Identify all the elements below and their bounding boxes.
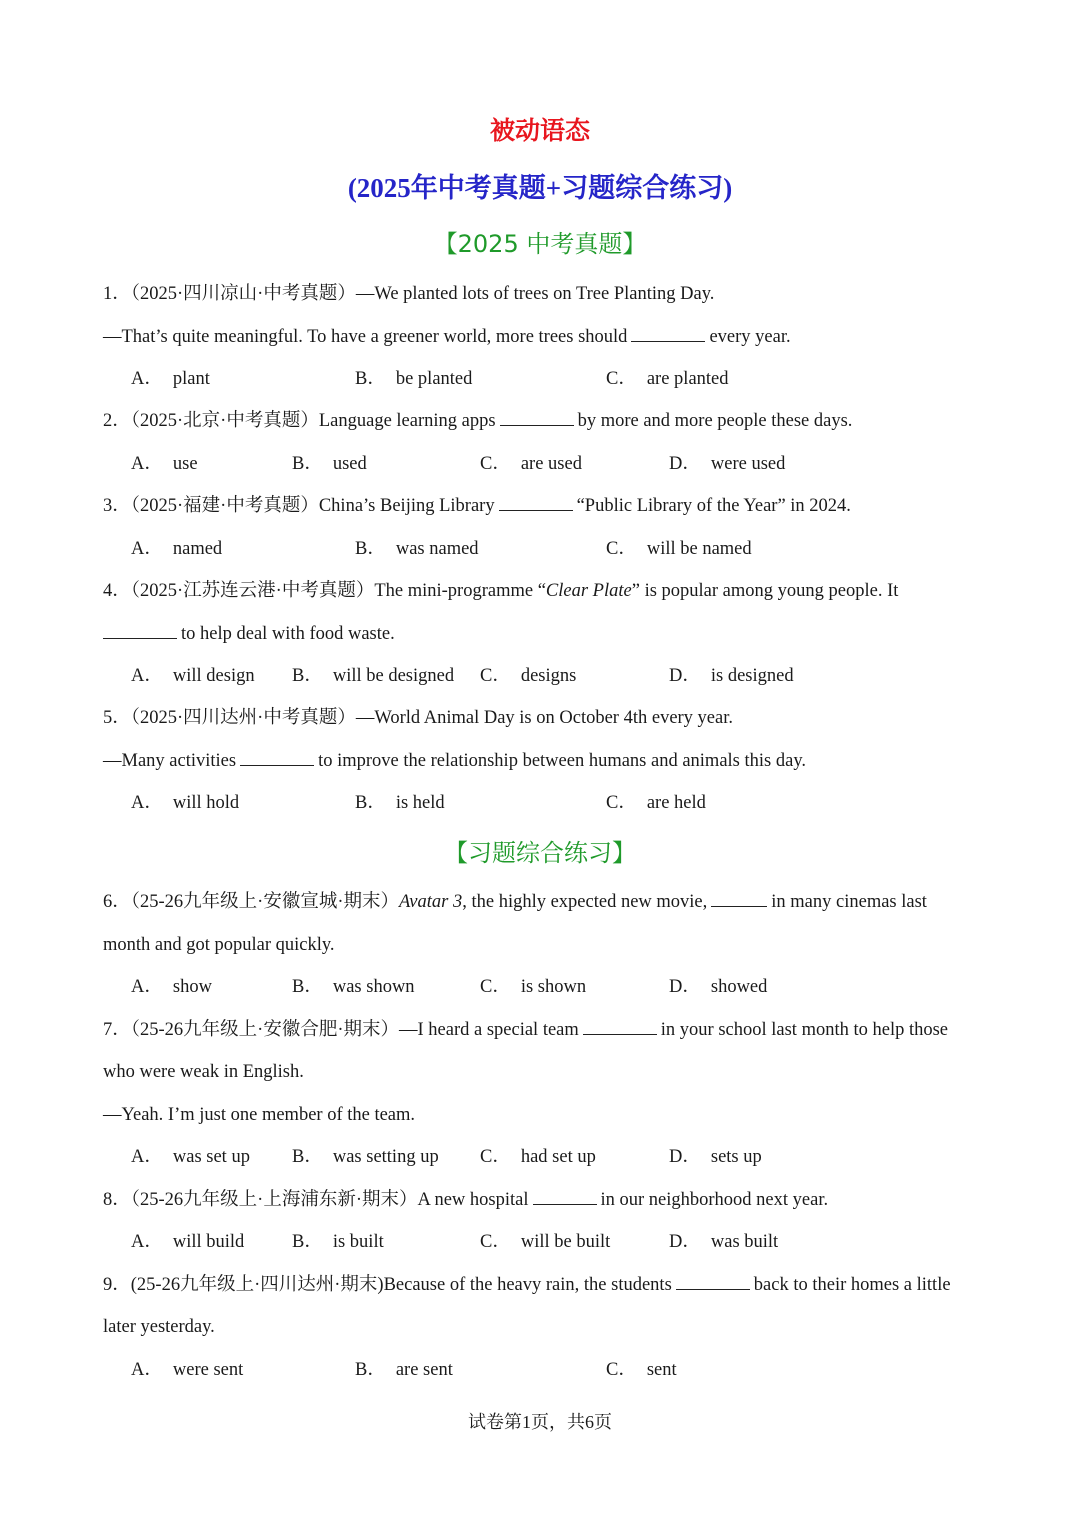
- option-text: are used: [520, 454, 582, 474]
- option-letter: C．: [480, 1147, 511, 1167]
- question-5-stem: [103, 703, 983, 733]
- option-letter: C．: [480, 666, 511, 686]
- question-8-stem: [103, 1185, 983, 1215]
- question-number: 2．: [103, 411, 131, 431]
- question-7-line-3: —Yeah. I’m just one member of the team.: [103, 1105, 416, 1125]
- option-letter: C．: [606, 1360, 637, 1380]
- option-b[interactable]: [292, 1227, 384, 1257]
- question-source: （2025·北京·中考真题）: [130, 411, 319, 431]
- option-text: showed: [710, 977, 768, 997]
- option-text: use: [172, 454, 198, 474]
- option-letter: B．: [292, 454, 323, 474]
- option-text: will build: [172, 1232, 245, 1252]
- option-text: were sent: [172, 1360, 244, 1380]
- option-letter: B．: [292, 666, 323, 686]
- question-1-stem: [103, 279, 983, 309]
- option-text: used: [332, 454, 367, 474]
- option-text: is designed: [710, 666, 794, 686]
- question-text: The mini-programme “: [374, 581, 546, 601]
- option-letter: C．: [480, 454, 511, 474]
- option-letter: C．: [606, 369, 637, 389]
- option-text: plant: [172, 369, 210, 389]
- question-4-stem: [103, 576, 983, 606]
- option-text: is held: [395, 793, 445, 813]
- page-title: 被动语态: [489, 118, 590, 145]
- question-text: to improve the relationship between humans and animals this day.: [318, 751, 806, 771]
- page-footer: 试卷第1页，共6页: [468, 1412, 612, 1432]
- question-source: （25-26九年级上·安徽宣城·期末）: [130, 892, 399, 912]
- option-c[interactable]: [480, 972, 586, 1002]
- option-b[interactable]: [292, 449, 367, 479]
- question-3-stem: [103, 491, 983, 521]
- section-heading-practice: 【习题综合练习】: [444, 839, 636, 867]
- answer-blank: [631, 323, 705, 342]
- question-text: in many cinemas last: [771, 892, 927, 912]
- answer-blank: [533, 1186, 597, 1205]
- option-letter: B．: [355, 793, 386, 813]
- option-c[interactable]: [606, 364, 729, 394]
- question-text: —That’s quite meaningful. To have a greener world, more trees should: [103, 327, 628, 347]
- answer-blank: [240, 747, 314, 766]
- question-source: （25-26九年级上·上海浦东新·期末）: [130, 1190, 418, 1210]
- option-letter: B．: [355, 369, 386, 389]
- option-text: was named: [395, 539, 479, 559]
- option-text: was shown: [332, 977, 415, 997]
- option-c[interactable]: [480, 449, 582, 479]
- option-letter: B．: [292, 1147, 323, 1167]
- option-c[interactable]: [606, 534, 752, 564]
- answer-blank: [711, 888, 767, 907]
- title-italic: Avatar 3: [399, 892, 463, 912]
- option-a[interactable]: [131, 972, 212, 1002]
- question-2-stem: [103, 406, 983, 436]
- option-text: named: [172, 539, 223, 559]
- option-letter: B．: [355, 539, 386, 559]
- question-text: Language learning apps: [318, 411, 496, 431]
- question-text: “Public Library of the Year” in 2024.: [576, 496, 851, 516]
- option-a[interactable]: [131, 1227, 244, 1257]
- answer-blank: [583, 1016, 657, 1035]
- option-text: will design: [172, 666, 255, 686]
- option-text: will hold: [172, 793, 240, 813]
- option-a[interactable]: [131, 1142, 250, 1172]
- question-text: —World Animal Day is on October 4th every year.: [355, 708, 733, 728]
- question-source: (25-26九年级上·四川达州·期末): [130, 1275, 384, 1295]
- option-d[interactable]: [669, 449, 785, 479]
- option-text: will be named: [646, 539, 752, 559]
- question-5-line-2: [103, 746, 983, 776]
- option-letter: A．: [131, 539, 163, 559]
- question-7-stem: [103, 1015, 983, 1045]
- question-9-stem: [103, 1270, 983, 1300]
- question-text: —I heard a special team: [399, 1020, 579, 1040]
- question-text: ” is popular among young people. It: [631, 581, 899, 601]
- option-letter: D．: [669, 454, 701, 474]
- question-number: 6．: [103, 892, 131, 912]
- option-b[interactable]: [292, 661, 454, 691]
- option-text: sets up: [710, 1147, 762, 1167]
- option-b[interactable]: [355, 364, 472, 394]
- option-b[interactable]: [355, 534, 479, 564]
- answer-blank: [500, 407, 574, 426]
- question-number: 7．: [103, 1020, 131, 1040]
- option-text: was setting up: [332, 1147, 439, 1167]
- question-6-stem: [103, 887, 983, 917]
- question-text: by more and more people these days.: [577, 411, 853, 431]
- question-number: 8．: [103, 1190, 131, 1210]
- option-letter: C．: [480, 1232, 511, 1252]
- option-letter: B．: [292, 977, 323, 997]
- answer-blank: [499, 492, 573, 511]
- question-text: every year.: [709, 327, 791, 347]
- answer-blank: [676, 1271, 750, 1290]
- option-letter: A．: [131, 1360, 163, 1380]
- option-text: will be built: [520, 1232, 611, 1252]
- option-text: be planted: [395, 369, 473, 389]
- option-c[interactable]: [480, 661, 576, 691]
- question-text: back to their homes a little: [753, 1275, 951, 1295]
- option-letter: A．: [131, 977, 163, 997]
- option-b[interactable]: [355, 1355, 453, 1385]
- answer-blank: [103, 620, 177, 639]
- question-source: （2025·四川达州·中考真题）: [130, 708, 356, 728]
- option-letter: A．: [131, 1232, 163, 1252]
- question-source: （2025·江苏连云港·中考真题）: [130, 581, 375, 601]
- option-text: are sent: [395, 1360, 453, 1380]
- question-source: （2025·四川凉山·中考真题）: [130, 284, 356, 304]
- option-a[interactable]: [131, 364, 210, 394]
- question-text: to help deal with food waste.: [181, 624, 395, 644]
- question-number: 9．: [103, 1275, 131, 1295]
- question-9-line-2: later yesterday.: [103, 1317, 215, 1337]
- question-text: in your school last month to help those: [660, 1020, 949, 1040]
- option-c[interactable]: [480, 1227, 610, 1257]
- option-text: was set up: [172, 1147, 250, 1167]
- option-text: are planted: [646, 369, 729, 389]
- option-letter: D．: [669, 1232, 701, 1252]
- option-a[interactable]: [131, 449, 198, 479]
- option-c[interactable]: [606, 1355, 677, 1385]
- question-source: （25-26九年级上·安徽合肥·期末）: [130, 1020, 399, 1040]
- question-text: Because of the heavy rain, the students: [383, 1275, 672, 1295]
- option-a[interactable]: [131, 534, 222, 564]
- option-letter: B．: [355, 1360, 386, 1380]
- question-6-line-2: month and got popular quickly.: [103, 935, 335, 955]
- option-letter: C．: [606, 793, 637, 813]
- question-text: —Many activities: [103, 751, 237, 771]
- option-letter: C．: [606, 539, 637, 559]
- option-a[interactable]: [131, 661, 255, 691]
- question-text: China’s Beijing Library: [318, 496, 495, 516]
- option-b[interactable]: [292, 972, 415, 1002]
- option-letter: C．: [480, 977, 511, 997]
- option-text: are held: [646, 793, 706, 813]
- question-number: 1．: [103, 284, 131, 304]
- option-d[interactable]: [669, 972, 767, 1002]
- option-c[interactable]: [606, 788, 706, 818]
- option-text: is built: [332, 1232, 384, 1252]
- option-letter: A．: [131, 369, 163, 389]
- option-letter: A．: [131, 793, 163, 813]
- option-c[interactable]: [480, 1142, 596, 1172]
- option-b[interactable]: [355, 788, 445, 818]
- question-number: 5．: [103, 708, 131, 728]
- option-text: will be designed: [332, 666, 455, 686]
- question-4-line-2: [103, 619, 983, 649]
- option-text: had set up: [520, 1147, 596, 1167]
- question-text: A new hospital: [417, 1190, 529, 1210]
- option-text: show: [172, 977, 212, 997]
- option-letter: D．: [669, 1147, 701, 1167]
- option-a[interactable]: [131, 788, 239, 818]
- option-d[interactable]: [669, 1142, 762, 1172]
- option-letter: A．: [131, 666, 163, 686]
- question-text: —We planted lots of trees on Tree Planting Day.: [355, 284, 715, 304]
- option-letter: A．: [131, 1147, 163, 1167]
- question-7-line-2: who were weak in English.: [103, 1062, 304, 1082]
- page-subtitle: (2025年中考真题+习题综合练习): [347, 173, 733, 203]
- question-number: 3．: [103, 496, 131, 516]
- question-number: 4．: [103, 581, 131, 601]
- question-text: , the highly expected new movie,: [462, 892, 708, 912]
- option-b[interactable]: [292, 1142, 439, 1172]
- section-heading-real-exam: 【2025 中考真题】: [433, 230, 647, 258]
- option-a[interactable]: [131, 1355, 243, 1385]
- option-d[interactable]: [669, 1227, 778, 1257]
- option-letter: B．: [292, 1232, 323, 1252]
- option-letter: D．: [669, 977, 701, 997]
- option-d[interactable]: [669, 661, 794, 691]
- option-text: is shown: [520, 977, 587, 997]
- question-text: in our neighborhood next year.: [600, 1190, 829, 1210]
- option-text: designs: [520, 666, 577, 686]
- option-letter: A．: [131, 454, 163, 474]
- option-text: sent: [646, 1360, 677, 1380]
- option-letter: D．: [669, 666, 701, 686]
- question-source: （2025·福建·中考真题）: [130, 496, 319, 516]
- title-italic: Clear Plate: [545, 581, 632, 601]
- option-text: were used: [710, 454, 786, 474]
- option-text: was built: [710, 1232, 779, 1252]
- question-1-line-2: [103, 322, 983, 352]
